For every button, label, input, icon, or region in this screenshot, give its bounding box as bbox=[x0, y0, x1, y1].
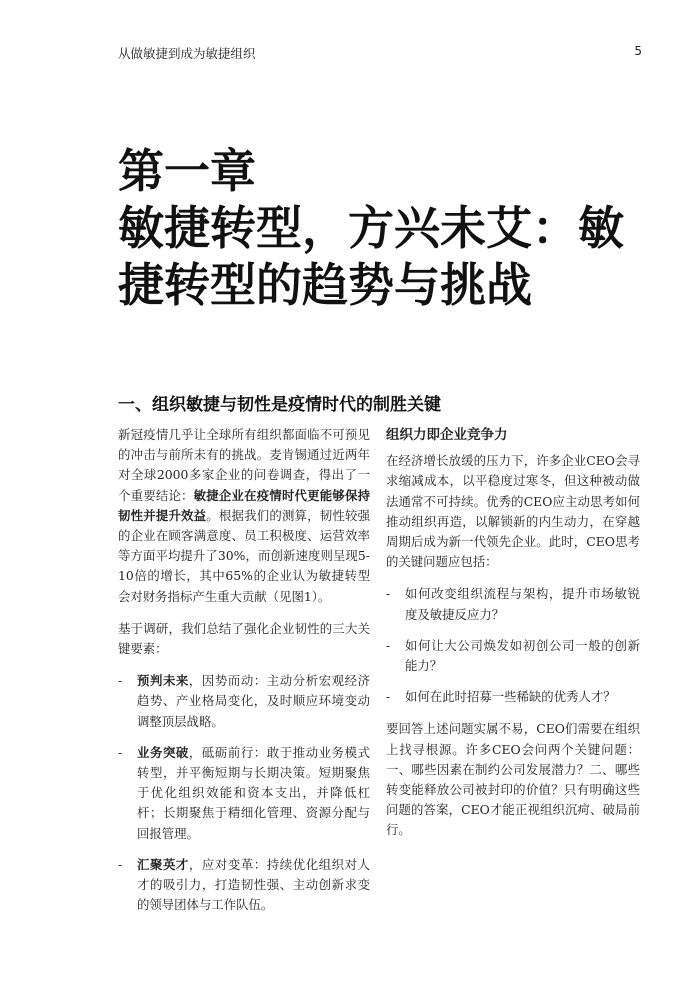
list-item bbox=[386, 584, 640, 624]
bullet-dash: - bbox=[118, 673, 123, 689]
item-keyword: 预判未来 bbox=[137, 673, 189, 689]
key-conclusion: 敏捷企业在疫情时代更能够保持韧性并提升效益 bbox=[118, 487, 371, 523]
chapter-title-line-1: 敏捷转型，方兴未艾：敏 bbox=[118, 201, 624, 255]
item-text: ，应对变革：持续优化组织对人才的吸引力，打造韧性强、主动创新求变的领导团体与工作队伍。 bbox=[137, 856, 371, 913]
intro-text-b: 。根据我们的测算，韧性较强的企业在顾客满意度、员工积极度、运营效率等方面平均提升了30%，而创新速度则呈现5-10倍的增长，其中65%的企业认为敏捷转型会对财务指标产生重大贡献（见图1）。 bbox=[118, 507, 371, 604]
running-header bbox=[118, 44, 642, 62]
header-title: 从做敏捷到成为敏捷组织 bbox=[118, 46, 256, 61]
closing-paragraph: 要回答上述问题实属不易，CEO们需要在组织上找寻根源。许多CEO会问两个关键问题：一、哪些因素在制约公司发展潜力？二、哪些转变能释放公司被封印的价值？只有明确这些问题的答案，CEO才能正视组织沉疴、破局前行。 bbox=[386, 721, 640, 838]
chapter-title-line-2: 捷转型的趋势与挑战 bbox=[118, 258, 532, 312]
intro-paragraph bbox=[118, 425, 370, 607]
chapter-title bbox=[118, 143, 638, 314]
bullet-dash: - bbox=[118, 856, 123, 872]
list-item bbox=[118, 743, 370, 844]
summary-paragraph: 基于调研，我们总结了强化企业韧性的三大关键要素： bbox=[118, 620, 370, 657]
item-text: ，砥砺前行：敢于推动业务模式转型，并平衡短期与长期决策。短期聚焦于优化组织效能和资本支出，并降低杠杆；长期聚焦于精细化管理、资源分配与回报管理。 bbox=[137, 744, 371, 841]
ceo-paragraph: 在经济增长放缓的压力下，许多企业CEO会寻求缩减成本，以平稳度过寒冬，但这种被动做法通常不可持续。优秀的CEO应主动思考如何推动组织再造，以解锁新的内生动力，在穿越周期后成为新一代领先企业。此时，CEO思考的关键问题应包括： bbox=[386, 453, 640, 570]
list-item bbox=[118, 855, 370, 916]
item-text: ，因势而动：主动分析宏观经济趋势、产业格局变化，及时顺应环境变动调整顶层战略。 bbox=[137, 673, 371, 729]
right-column bbox=[386, 425, 640, 853]
item-keyword: 汇聚英才 bbox=[137, 856, 189, 872]
intro-text-a: 新冠疫情几乎让全球所有组织都面临不可预见的冲击与前所未有的挑战。麦肯锡通过近两年对全球2000多家企业的问卷调查，得出了一个重要结论： bbox=[118, 427, 370, 503]
chapter-label: 第一章 bbox=[118, 144, 256, 198]
bullet-dash: - bbox=[386, 689, 391, 705]
bullet-dash: - bbox=[386, 586, 391, 602]
subsection-heading: 组织力即企业竞争力 bbox=[386, 427, 508, 443]
section-heading: 一、组织敏捷与韧性是疫情时代的制胜关键 bbox=[118, 395, 441, 415]
bullet-dash: - bbox=[118, 744, 123, 760]
list-item bbox=[118, 671, 370, 732]
item-text: 如何改变组织流程与架构，提升市场敏锐度及敏捷反应力？ bbox=[405, 586, 640, 622]
list-item bbox=[386, 687, 640, 707]
item-text: 如何让大公司焕发如初创公司一般的创新能力？ bbox=[405, 637, 640, 674]
question-list bbox=[386, 584, 640, 707]
bullet-dash: - bbox=[386, 637, 391, 653]
page-number: 5 bbox=[634, 44, 642, 58]
item-text: 如何在此时招募一些稀缺的优秀人才？ bbox=[405, 689, 616, 705]
list-item bbox=[386, 636, 640, 676]
left-column bbox=[118, 425, 370, 927]
item-keyword: 业务突破 bbox=[137, 744, 189, 760]
resilience-list bbox=[118, 671, 370, 915]
